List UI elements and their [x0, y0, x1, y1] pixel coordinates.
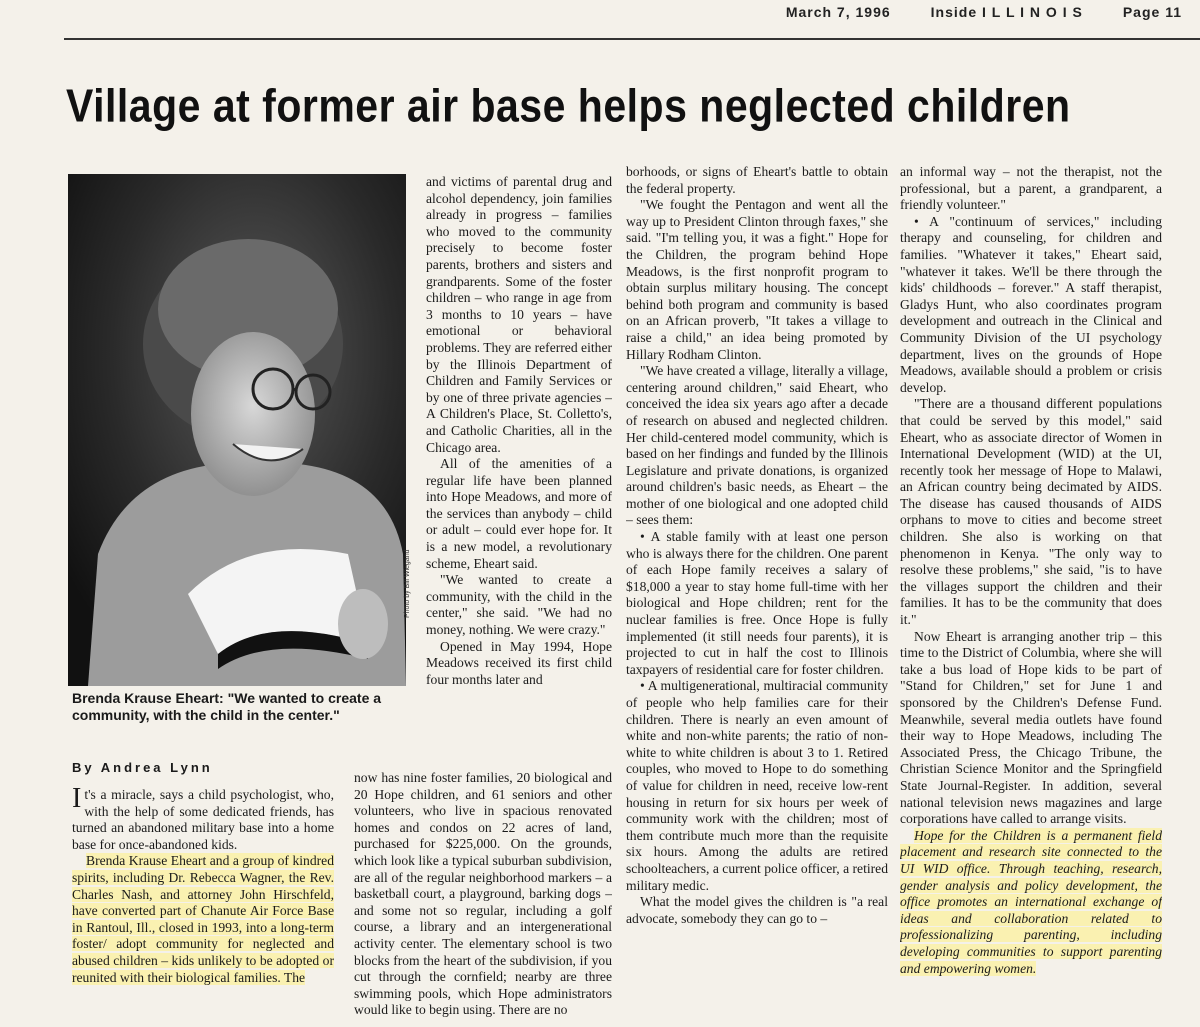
paragraph: "There are a thousand different populations that could be served by this model," said Eheart, who as associate director of Women in International Development (WID) at the UI, recently took her message of Hope to Malawi, an African country being decimated by AIDS. The disease has caused thousands of AIDS orphans to move to cities and become street children. She also is working on that phenomenon in Kenya. "The only way to resolve these problems," she said, "is to have the villages support the children and their families. It has to be the community that does it."	[900, 396, 1162, 628]
article-column-3	[626, 164, 888, 1027]
article-column-2-bottom	[354, 770, 612, 1027]
masthead-page: Page 11	[1122, 4, 1182, 20]
article-column-1	[72, 787, 334, 1027]
paragraph: All of the amenities of a regular life have been planned into Hope Meadows, and more of the services than anybody – child or adult – could ever hope for. It is a new model, a revolutionary scheme, Eheart said.	[426, 456, 612, 571]
paragraph: • A stable family with at least one person who is always there for the children. One parent of each Hope family receives a salary of $18,000 a year to stay home full-time with her biological and Hope children; rent for the nuclear families is free. Once Hope is fully implemented (it still needs four parents), it is projected to cut in half the cost to Illinois taxpayers of residential care for foster children.	[626, 529, 888, 677]
paragraph: now has nine foster families, 20 biological and 20 Hope children, and 61 seniors and other volunteers, who live in spacious renovated homes and condos on 22 acres of land, purchased for $225,000. On the grounds, which look like a typical suburban subdivision, are all of the regular neighborhood markers – a basketball court, a playground, barking dogs – and some not so regular, including a golf course, a library and an intergenerational activity center. The elementary school is two blocks from the heart of the subdivision, if you cut through the cornfield; nearby are three swimming pools, which Hope administrators would like to begin using. There are no	[354, 770, 612, 1018]
paragraph: "We fought the Pentagon and went all the way up to President Clinton through faxes," she said. "I'm telling you, it was a fight." Hope for the Children, the program behind Hope Meadows, is the first nonprofit program to obtain surplus military housing. The concept behind both program and community is based on an African proverb, "It takes a village to raise a child," an idea being promoted by Hillary Rodham Clinton.	[626, 197, 888, 362]
paragraph-text: Brenda Krause Eheart and a group of kindred spirits, including Dr. Rebecca Wagner, the Rev. Charles Nash, and attorney John Hirschfeld, have converted part of Chanute Air Force Base in Rantoul, Ill., closed in 1993, into a long-term foster/ adopt community for neglected and abused children – kids unlikely to be adopted or reunited with their biological families. The	[72, 853, 334, 985]
paragraph: "We wanted to create a community, with the child in the center," she said. "We had no money, nothing. We were crazy."	[426, 572, 612, 638]
paragraph-text: Hope for the Children is a permanent field placement and research site connected to the UI WID office. Through teaching, research, gender analysis and policy development, the office promotes an international exchange of ideas and collaboration related to professionalizing parenting, including developing communities to support parenting and empowering women.	[900, 827, 1162, 976]
masthead	[786, 4, 1182, 20]
photo-credit: Photo by Bill Wiegand	[404, 549, 411, 618]
paragraph: "We have created a village, literally a village, centering around children," said Eheart, who conceived the idea six years ago after a decade of research on abused and neglected children. Her child-centered model community, which is based on her findings and funded by the Illinois Legislature and private donations, is organized around children's basic needs, as Eheart – the mother of one biological and one adopted child – sees them:	[626, 363, 888, 528]
photo-caption: Brenda Krause Eheart: "We wanted to create a community, with the child in the center."	[72, 690, 382, 723]
paragraph-text: t's a miracle, says a child psychologist, who, with the help of some dedicated friends, has turned an abandoned military base into a home base for once-abandoned kids.	[72, 787, 334, 852]
portrait-image	[68, 174, 406, 686]
paragraph: and victims of parental drug and alcohol dependency, join families already in progress – families who moved to the community precisely to become foster parents, brothers and sisters and grandparents. Some of the foster children – who range in age from 3 months to 10 years – have emotional or behavioral problems. They are referred either by the Illinois Department of Children and Family Services or by one of three private agencies – A Children's Place, St. Colletto's, and Catholic Charities, all in the Chicago area.	[426, 174, 612, 455]
article-column-4	[900, 164, 1162, 1027]
masthead-section: Inside I L L I N O I S	[930, 4, 1083, 20]
paragraph: • A multigenerational, multiracial community of people who help families care for their children. There is nearly an even amount of white and non-white parents; the ratio of non-white to white children is about 3 to 1. Retired couples, who moved to Hope to do something of value for children in need, receive low-rent housing in return for six hours per week of community work with the children; most of them contribute much more than the requisite six hours. Among the adults are retired schoolteachers, a current police officer, a retired military medic.	[626, 678, 888, 893]
paragraph	[72, 787, 334, 853]
headline: Village at former air base helps neglected children	[66, 80, 1071, 132]
masthead-date: March 7, 1996	[785, 4, 891, 20]
masthead-rule	[64, 38, 1200, 40]
paragraph: Opened in May 1994, Hope Meadows received its first child four months later and	[426, 638, 612, 687]
portrait-photo	[68, 174, 406, 686]
paragraph: Now Eheart is arranging another trip – this time to the District of Columbia, where she will take a bus load of Hope kids to be part of "Stand for Children," set for June 1 and sponsored by the Children's Defense Fund. Meanwhile, several media outlets have found their way to Hope Meadows, including The Associated Press, the Chicago Tribune, the Christian Science Monitor and the Springfield State Journal-Register. In addition, several national television news magazines and large corporations have called to arrange visits.	[900, 628, 1162, 827]
article-column-2-top	[426, 174, 612, 770]
byline: By Andrea Lynn	[72, 760, 213, 775]
paragraph: an informal way – not the therapist, not the professional, but a parent, a grandparent, a friendly volunteer."	[900, 164, 1162, 213]
paragraph: • A "continuum of services," including therapy and counseling, for children and families. "Whatever it takes," Eheart said, "whatever it takes. We'll be there through the kids' childhoods – forever." A staff therapist, Gladys Hunt, who also coordinates program development and outreach in the Clinical and Community Division of the UI psychology department, lives on the grounds of Hope Meadows, available should a problem or crisis develop.	[900, 213, 1162, 395]
paragraph: What the model gives the children is "a real advocate, somebody they can go to –	[626, 894, 888, 926]
drop-cap: I	[72, 787, 82, 814]
paragraph: borhoods, or signs of Eheart's battle to obtain the federal property.	[626, 164, 888, 196]
paragraph	[72, 853, 334, 986]
paragraph	[900, 828, 1162, 977]
